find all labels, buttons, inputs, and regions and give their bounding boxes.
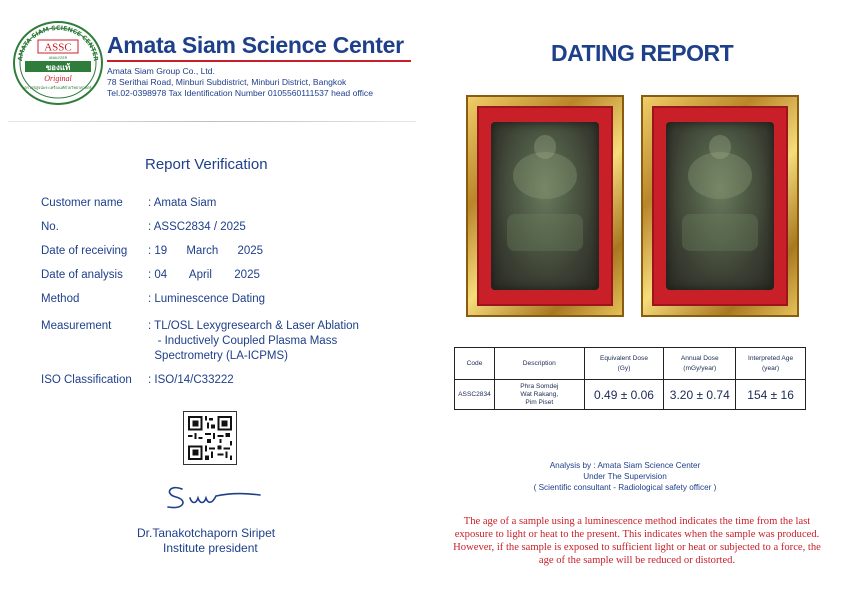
photo-mat	[477, 106, 613, 306]
cell-equivalent-dose: 0.49 ± 0.06	[584, 380, 664, 410]
org-divider	[107, 60, 411, 62]
assc-logo	[12, 20, 104, 106]
header-divider	[8, 121, 416, 122]
report-number-label: No.	[41, 221, 59, 233]
analysis-credit	[505, 460, 745, 493]
org-contact: Tel.02-0398978 Tax Identification Number 0105560111537 head office	[107, 88, 373, 98]
header-interpreted-age: Interpreted Age (year)	[736, 348, 806, 380]
date-analysis-value: : 04 April 2025	[148, 269, 260, 281]
signature	[160, 480, 265, 514]
table-row	[455, 380, 806, 410]
logo-ring-text: AMATA SIAM SCIENCE CENTER	[16, 24, 99, 62]
results-table	[454, 347, 806, 410]
report-number-value: : ASSC2834 / 2025	[148, 221, 246, 233]
org-name: Amata Siam Science Center	[107, 32, 404, 58]
header-equivalent-dose: Equivalent Dose (Gy)	[584, 348, 664, 380]
date-receiving-label: Date of receiving	[41, 245, 128, 257]
amulet-photo-front	[466, 95, 624, 317]
customer-name-value: : Amata Siam	[148, 197, 217, 209]
table-header-row	[455, 348, 806, 380]
measurement-label: Measurement	[41, 320, 112, 332]
disclaimer: The age of a sample using a luminescence method indicates the time from the last exposure to light or heat to the present. This indicates when the sample was produced. However, if the sample is exposed to sufficient light or heat or subjected to a force, the age of the sample will be reduced or distorted.	[453, 516, 821, 566]
signer-title: Institute president	[163, 541, 258, 555]
amulet-image	[491, 122, 599, 290]
cell-annual-dose: 3.20 ± 0.74	[664, 380, 736, 410]
logo-script-text: Original	[44, 74, 72, 83]
cell-interpreted-age: 154 ± 16	[736, 380, 806, 410]
report-title: DATING REPORT	[551, 40, 734, 66]
analysis-line-1: Analysis by : Amata Siam Science Center	[549, 461, 701, 470]
org-address: 78 Serithai Road, Minburi Subdistrict, Minburi District, Bangkok	[107, 77, 347, 87]
header-annual-dose: Annual Dose (mGy/year)	[664, 348, 736, 380]
amulet-image	[666, 122, 774, 290]
photo-mat	[652, 106, 788, 306]
logo-badge: ASSC	[44, 41, 72, 54]
method-label: Method	[41, 293, 80, 305]
date-receiving-value: : 19 March 2025	[148, 245, 264, 257]
method-value: : Luminescence Dating	[148, 293, 265, 305]
logo-bottom-text: ตรวจพิสูจน์พระเครื่องแท้ด้วยวิทยาศาสตร์	[24, 85, 92, 90]
header-code: Code	[455, 348, 495, 380]
logo-small-text: ANALYZER	[48, 56, 68, 60]
signer-name: Dr.Tanakotchaporn Siripet	[137, 526, 276, 540]
customer-name-label: Customer name	[41, 197, 123, 209]
analysis-line-2: Under The Supervision	[583, 472, 667, 481]
org-group: Amata Siam Group Co., Ltd.	[107, 66, 215, 76]
analysis-line-3: ( Scientific consultant - Radiological safety officer )	[533, 483, 717, 492]
cell-code: ASSC2834	[455, 380, 495, 410]
qr-code[interactable]	[183, 411, 237, 465]
amulet-photo-back	[641, 95, 799, 317]
logo-banner-text: ของแท้	[45, 63, 71, 72]
iso-value: : ISO/14/C33222	[148, 374, 234, 386]
iso-label: ISO Classification	[41, 374, 132, 386]
cell-description: Phra Somdej Wat Rakang, Pim Piset	[494, 380, 584, 410]
org-details	[107, 66, 373, 99]
verification-title: Report Verification	[145, 156, 268, 173]
date-analysis-label: Date of analysis	[41, 269, 123, 281]
measurement-value: : TL/OSL Lexygresearch & Laser Ablation - Inductively Coupled Plasma Mass Spectrometry (LA-ICPMS)	[148, 320, 359, 362]
header-description: Description	[494, 348, 584, 380]
